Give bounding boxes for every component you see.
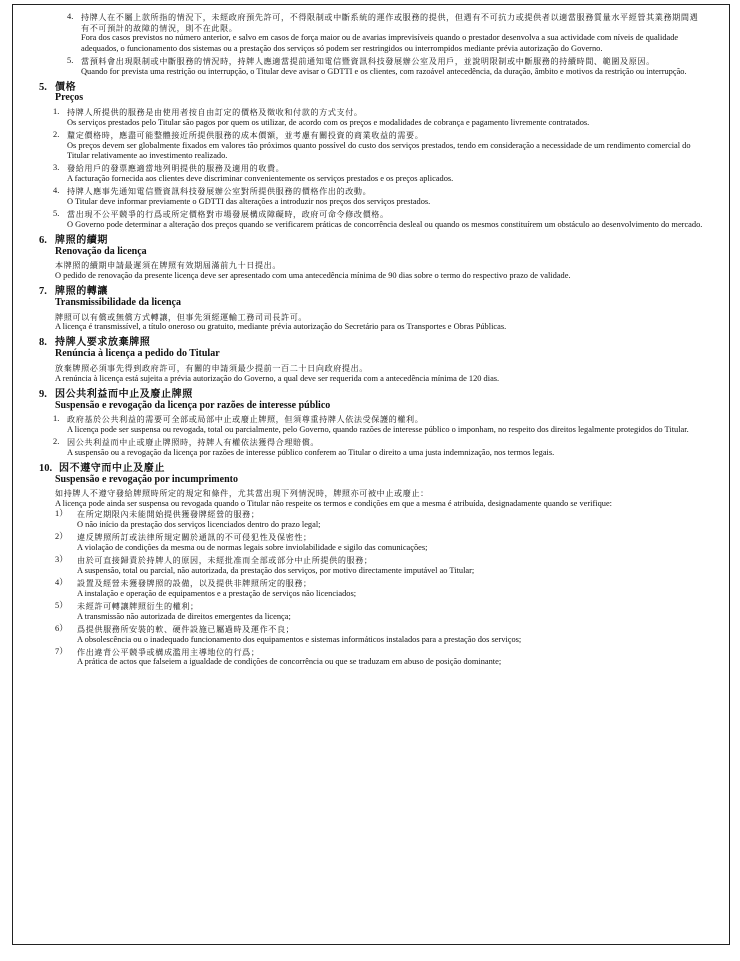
item-text-pt: Quando for prevista uma restrição ou interrupção, o Titular deve avisar o GDTTI e os clientes, com razoável antecedência, da duração, âmbito e motivos da restrição ou interrupção. bbox=[81, 66, 687, 76]
section-renunciation bbox=[39, 337, 703, 383]
item-text-zh: 違反牌照所訂或法律所規定關於通訊的不可侵犯性及保密性； bbox=[77, 532, 312, 543]
list-item bbox=[55, 555, 703, 576]
item-text-pt: O Titular deve informar previamente o GDTTI das alterações a introduzir nos preços dos serviços prestados. bbox=[67, 196, 431, 206]
item-text-pt: Os preços devem ser globalmente fixados em valores tão próximos quanto possível do custo dos serviços prestados, tendo em consideração a necessidade de um rendimento comercial do Titular relativamente ao investimento realizado. bbox=[67, 140, 691, 160]
item-text-pt: A licença pode ser suspensa ou revogada, total ou parcialmente, pelo Governo, quando razões de interesse público o imponham, no respeito dos direitos legalmente protegidos do Titular. bbox=[67, 424, 689, 434]
section-title-pt: Renovação da licença bbox=[55, 245, 147, 257]
section-title-zh: 價格 bbox=[55, 81, 77, 93]
section-prices bbox=[39, 81, 703, 230]
item-text-pt: A violação de condições da mesma ou de normas legais sobre inviolabilidade e sigilo das comunicações; bbox=[77, 542, 428, 552]
section-title-zh: 因公共利益而中止及廢止牌照 bbox=[55, 388, 193, 400]
list-item bbox=[53, 130, 703, 161]
item-text-zh: 當出現不公平競爭的行爲或所定價格對市場發展構成障礙時，政府可命令修改價格。 bbox=[67, 208, 389, 219]
list-item bbox=[55, 509, 703, 530]
section-title-zh: 牌照的轉讓 bbox=[55, 286, 108, 298]
item-number: 1. bbox=[53, 107, 60, 117]
item-text-pt: A instalação e operação de equipamentos e a prestação de serviços não licenciados; bbox=[77, 588, 357, 598]
list-item bbox=[53, 163, 703, 184]
section-title-pt: Transmissibilidade da licença bbox=[55, 296, 181, 308]
section-noncompliance bbox=[39, 463, 703, 668]
item-text-pt: A prática de actos que falseiem a igualdade de condições de concorrência ou que se traduzam em abuso de posição dominante; bbox=[77, 657, 502, 667]
document-page bbox=[12, 4, 730, 945]
item-text-pt: A obsolescência ou o inadequado funcionamento dos equipamentos e sistemas informáticos instalados para a prestação dos serviços; bbox=[77, 634, 522, 644]
item-number: 5. bbox=[67, 55, 74, 65]
section-number: 10. bbox=[39, 463, 53, 475]
section-text-pt: A licença pode ainda ser suspensa ou revogada quando o Titular não respeite os termos e condições em que a mesma é atribuída, designadamente quando se verifique: bbox=[55, 499, 612, 509]
list-item bbox=[67, 56, 703, 77]
section-text-zh: 放棄牌照必須事先得到政府許可，有關的申請須最少提前一百二十日向政府提出。 bbox=[55, 362, 368, 373]
item-text-zh: 因公共利益而中止或廢止牌照時，持牌人有權依法獲得合理賠償。 bbox=[67, 437, 320, 448]
item-number: 5. bbox=[53, 208, 60, 218]
item-text-zh: 未經許可轉讓牌照衍生的權利； bbox=[77, 600, 199, 611]
item-number: 3） bbox=[55, 555, 68, 565]
item-number: 1） bbox=[55, 509, 68, 519]
list-item bbox=[55, 647, 703, 668]
top-items bbox=[67, 12, 703, 77]
section-title-pt: Suspensão e revogação por incumprimento bbox=[55, 473, 238, 485]
item-text-zh: 在所定期限內未能開始提供獲發牌經營的服務； bbox=[77, 509, 260, 520]
list-item bbox=[53, 107, 703, 128]
list-item bbox=[55, 624, 703, 645]
section-title-pt: Preços bbox=[55, 92, 84, 104]
section-number: 9. bbox=[39, 388, 47, 400]
list-item bbox=[55, 532, 703, 553]
list-item bbox=[55, 578, 703, 599]
list-item bbox=[53, 437, 703, 458]
item-text-zh: 政府基於公共利益的需要可全部或局部中止或廢止牌照，但須尊重持牌人依法受保護的權利。 bbox=[67, 414, 424, 425]
section-title-pt: Renúncia à licença a pedido do Titular bbox=[55, 348, 220, 360]
item-text-zh: 發給用戶的發票應適當地列明提供的服務及適用的收費。 bbox=[67, 163, 285, 174]
item-text-pt: A suspensão, total ou parcial, não autorizada, da prestação dos serviços, por motivo directamente imputável ao Titular; bbox=[77, 565, 475, 575]
item-number: 2. bbox=[53, 130, 60, 140]
list-item bbox=[53, 414, 703, 435]
item-text-pt: Fora dos casos previstos no número anterior, e salvo em casos de força maior ou de avarias imprevisíveis quando o prestador desenvolva a sua actividade com níveis de qualidade adequados, o funcionamento dos sistemas ou a prestação dos serviços só podem ser restringidos ou interrompidos mediante prévia autorização do Governo. bbox=[81, 33, 679, 53]
section-title-pt: Suspensão e revogação da licença por razões de interesse público bbox=[55, 399, 331, 411]
list-item bbox=[67, 12, 703, 54]
item-text-zh: 爲提供服務所安裝的軟、硬件設施已屬過時及運作不良； bbox=[77, 623, 295, 634]
section-public-interest bbox=[39, 388, 703, 458]
section-number: 7. bbox=[39, 286, 47, 298]
item-text-zh: 釐定價格時，應盡可能整體接近所提供服務的成本價額，並考慮有關投資的商業收益的需要。 bbox=[67, 130, 424, 141]
section-text-zh: 本牌照的續期申請最遲須在牌照有效期屆滿前九十日提出。 bbox=[55, 260, 282, 271]
section-text-pt: A renúncia à licença está sujeita a prévia autorização do Governo, a qual deve ser requerida com a antecedência mínima de 120 dias. bbox=[55, 373, 500, 383]
item-number: 2. bbox=[53, 437, 60, 447]
item-text-pt: A facturação fornecida aos clientes deve discriminar convenientemente os serviços prestados e os preços aplicados. bbox=[67, 173, 454, 183]
item-number: 4. bbox=[53, 186, 60, 196]
section-text-zh: 牌照可以有償或無償方式轉讓，但事先須經運輸工務司司長許可。 bbox=[55, 311, 308, 322]
section-number: 6. bbox=[39, 234, 47, 246]
item-text-pt: A suspensão ou a revogação da licença por razões de interesse público conferem ao Titular o direito a uma justa indemnização, nos termos legais. bbox=[67, 447, 555, 457]
item-text-pt: A transmissão não autorizada de direitos emergentes da licença; bbox=[77, 611, 291, 621]
item-number: 1. bbox=[53, 414, 60, 424]
item-text-zh: 持牌人在不屬上款所指的情況下，未經政府預先許可，不得限制或中斷系統的運作或服務的提供，但遇有不可抗力或提供者以適當服務質量水平經營其業務期間遇有不可預計的故障的情況，則不在此限。 bbox=[81, 12, 699, 33]
item-number: 7） bbox=[55, 646, 68, 656]
item-number: 5） bbox=[55, 600, 68, 610]
section-text-zh: 如持牌人不遵守發給牌照時所定的規定和條件，尤其當出現下列情況時，牌照亦可被中止或廢止： bbox=[55, 488, 429, 499]
list-item bbox=[53, 209, 703, 230]
section-transfer bbox=[39, 286, 703, 332]
item-text-pt: O não início da prestação dos serviços licenciados dentro do prazo legal; bbox=[77, 520, 321, 530]
item-text-pt: Os serviços prestados pelo Titular são pagos por quem os utilizar, de acordo com os preços e modalidades de cobrança e pagamento livremente contratados. bbox=[67, 117, 590, 127]
item-text-zh: 作出違背公平競爭或構成濫用主導地位的行爲； bbox=[77, 646, 260, 657]
section-number: 5. bbox=[39, 81, 47, 93]
item-text-zh: 設置及經營未獲發牌照的設備，以及提供非牌照所定的服務； bbox=[77, 578, 312, 589]
item-number: 3. bbox=[53, 163, 60, 173]
item-number: 4） bbox=[55, 578, 68, 588]
section-renewal bbox=[39, 234, 703, 281]
list-item bbox=[55, 601, 703, 622]
item-number: 2） bbox=[55, 532, 68, 542]
section-title-zh: 因不遵守而中止及廢止 bbox=[59, 463, 165, 475]
section-text-pt: O pedido de renovação da presente licença deve ser apresentado com uma antecedência mínima de 90 dias sobre o termo do respectivo prazo de validade. bbox=[55, 270, 571, 280]
section-title-zh: 持牌人要求放棄牌照 bbox=[55, 337, 151, 349]
item-number: 6） bbox=[55, 623, 68, 633]
list-item bbox=[53, 186, 703, 207]
item-text-zh: 由於可直接歸責於持牌人的原因，未經批准而全部或部分中止所提供的服務； bbox=[77, 555, 373, 566]
section-text-pt: A licença é transmissível, a título oneroso ou gratuito, mediante prévia autorização do Secretário para os Transportes e Obras Públicas. bbox=[55, 322, 507, 332]
item-text-zh: 持牌人所提供的服務是由使用者按自由訂定的價格及徵收和付款的方式支付。 bbox=[67, 107, 363, 118]
item-text-pt: O Governo pode determinar a alteração dos preços quando se verificarem práticas de concorrência desleal ou quando os mesmos constituírem um obstáculo ao desenvolvimento do mercado. bbox=[67, 219, 703, 229]
item-text-zh: 持牌人應事先通知電信暨資訊科技發展辦公室對所提供服務的價格作出的改動。 bbox=[67, 186, 372, 197]
item-number: 4. bbox=[67, 12, 74, 21]
section-title-zh: 牌照的續期 bbox=[55, 234, 108, 246]
item-text-zh: 當預料會出現限制或中斷服務的情況時，持牌人應適當提前通知電信暨資訊科技發展辦公室及用戶，並說明限制或中斷服務的持續時間、範圍及原因。 bbox=[81, 55, 655, 66]
section-number: 8. bbox=[39, 337, 47, 349]
